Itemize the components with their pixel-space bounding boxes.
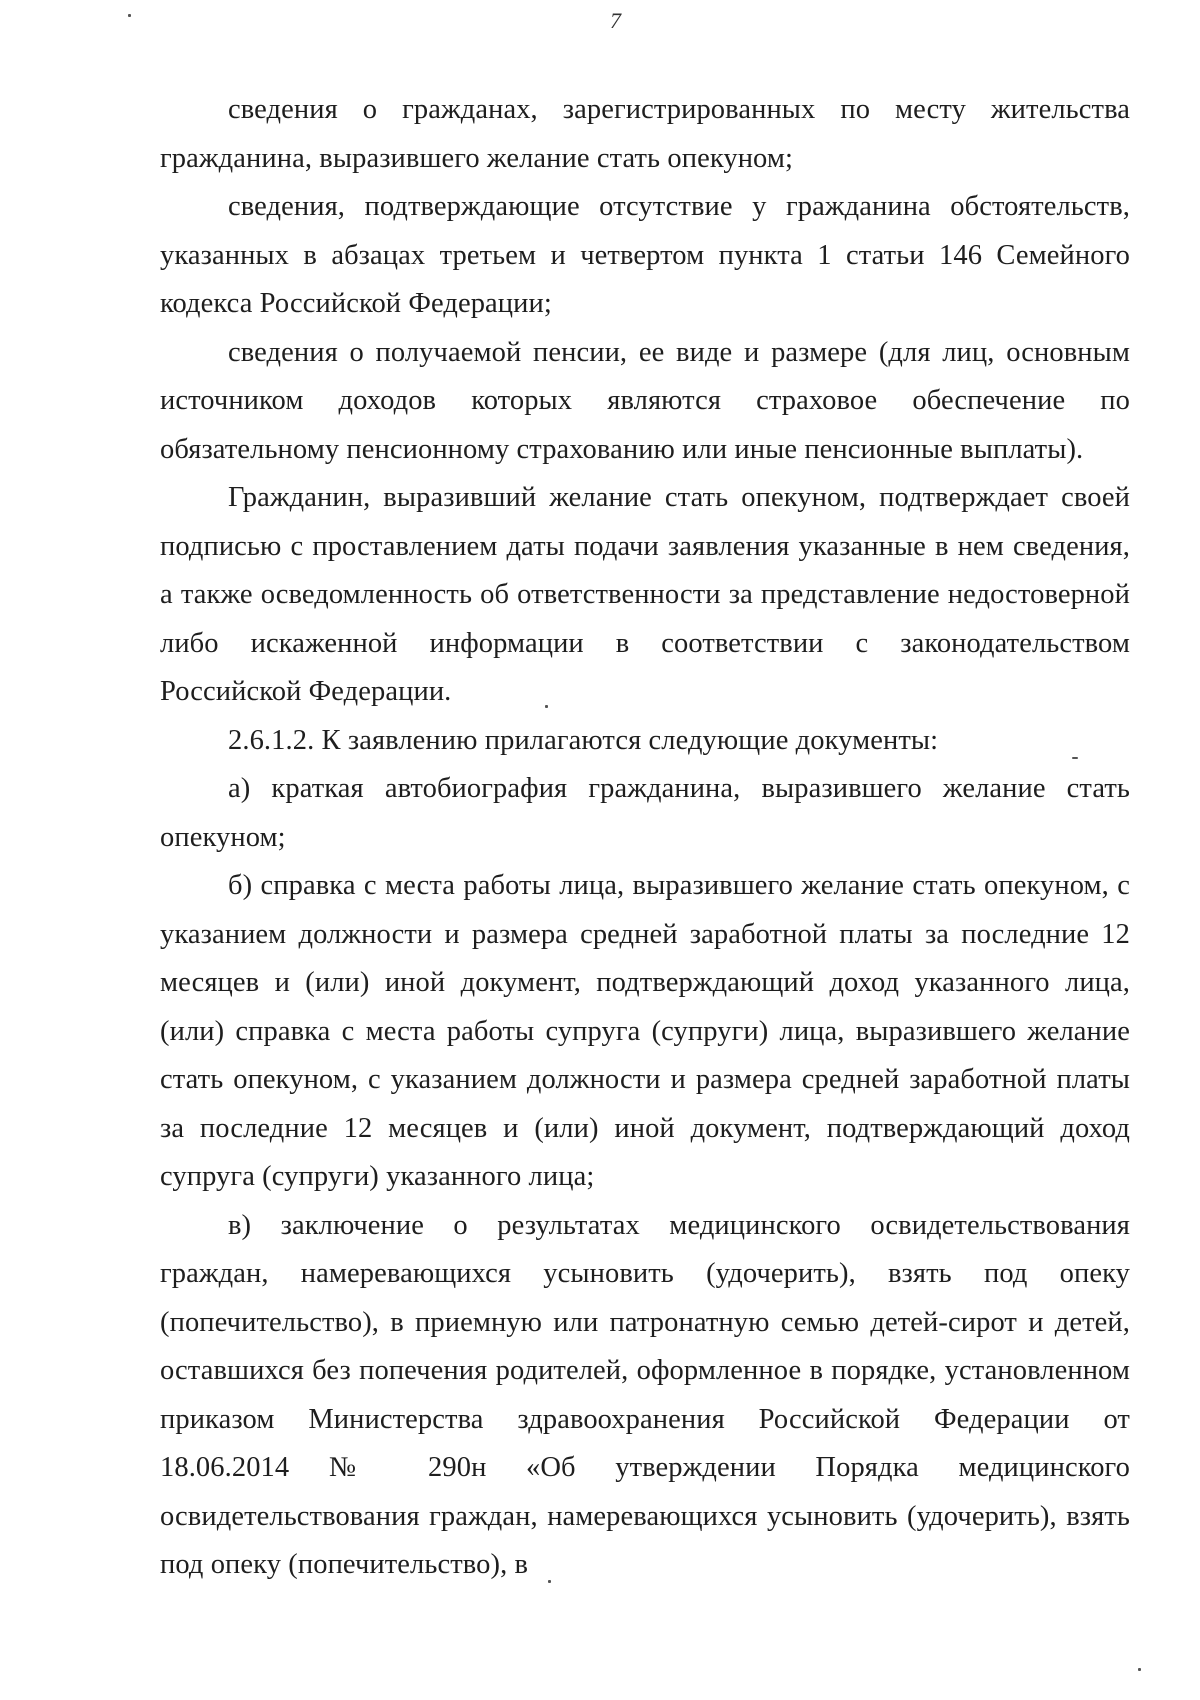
paragraph-registered-persons: сведения о гражданах, зарегистрированных по месту жительства гражданина, выразившего желание стать опекуном;	[160, 94, 1130, 174]
paragraph-item-v: в) заключение о результатах медицинского освидетельствования граждан, намеревающихся усыновить (удочерить), взять под опеку (попечительство), в приемную или патронатную семью детей-сирот и детей, оставшихся без попечения родителей, оформленное в порядке, установленном приказом Министерства здравоохранения Российской Федерации от 18.06.2014 № 290н «Об утверждении Порядка медицинского освидетельствования граждан, намеревающихся усыновить (удочерить), взять под опеку (попечительство), в	[160, 1209, 1130, 1580]
paragraph-absence-of-circumstances: сведения, подтверждающие отсутствие у гражданина обстоятельств, указанных в абзацах третьем и четвертом пункта 1 статьи 146 Семейного кодекса Российской Федерации;	[160, 191, 1130, 319]
paragraph-section-heading: 2.6.1.2. К заявлению прилагаются следующие документы:	[228, 724, 939, 756]
paragraph-pension-info: сведения о получаемой пенсии, ее виде и размере (для лиц, основным источником доходов которых являются страховое обеспечение по обязательному пенсионному страхованию или иные пенсионные выплаты).	[160, 336, 1130, 465]
scan-artifact	[1138, 1668, 1141, 1671]
paragraph-item-b: б) справка с места работы лица, выразившего желание стать опекуном, с указанием должности и размера средней заработной платы за последние 12 месяцев и (или) иной документ, подтверждающий доход указанного лица, (или) справка с места работы супруга (супруги) лица, выразившего желание стать опекуном, с указанием должности и размера средней заработной платы за последние 12 месяцев и (или) иной документ, подтверждающий доход супруга (супруги) указанного лица;	[160, 870, 1130, 1192]
paragraph-signature-confirmation: Гражданин, выразивший желание стать опекуном, подтверждает своей подписью с проставлением даты подачи заявления указанные в нем сведения, а также осведомленность об ответственности за представление недостоверной либо искаженной информации в соответствии с законодательством Российской Федерации.	[160, 482, 1130, 707]
page-number: 7	[610, 8, 621, 33]
document-body	[160, 86, 1130, 1590]
scan-artifact	[128, 14, 131, 17]
paragraph-item-a: а) краткая автобиография гражданина, выразившего желание стать опекуном;	[160, 773, 1130, 853]
